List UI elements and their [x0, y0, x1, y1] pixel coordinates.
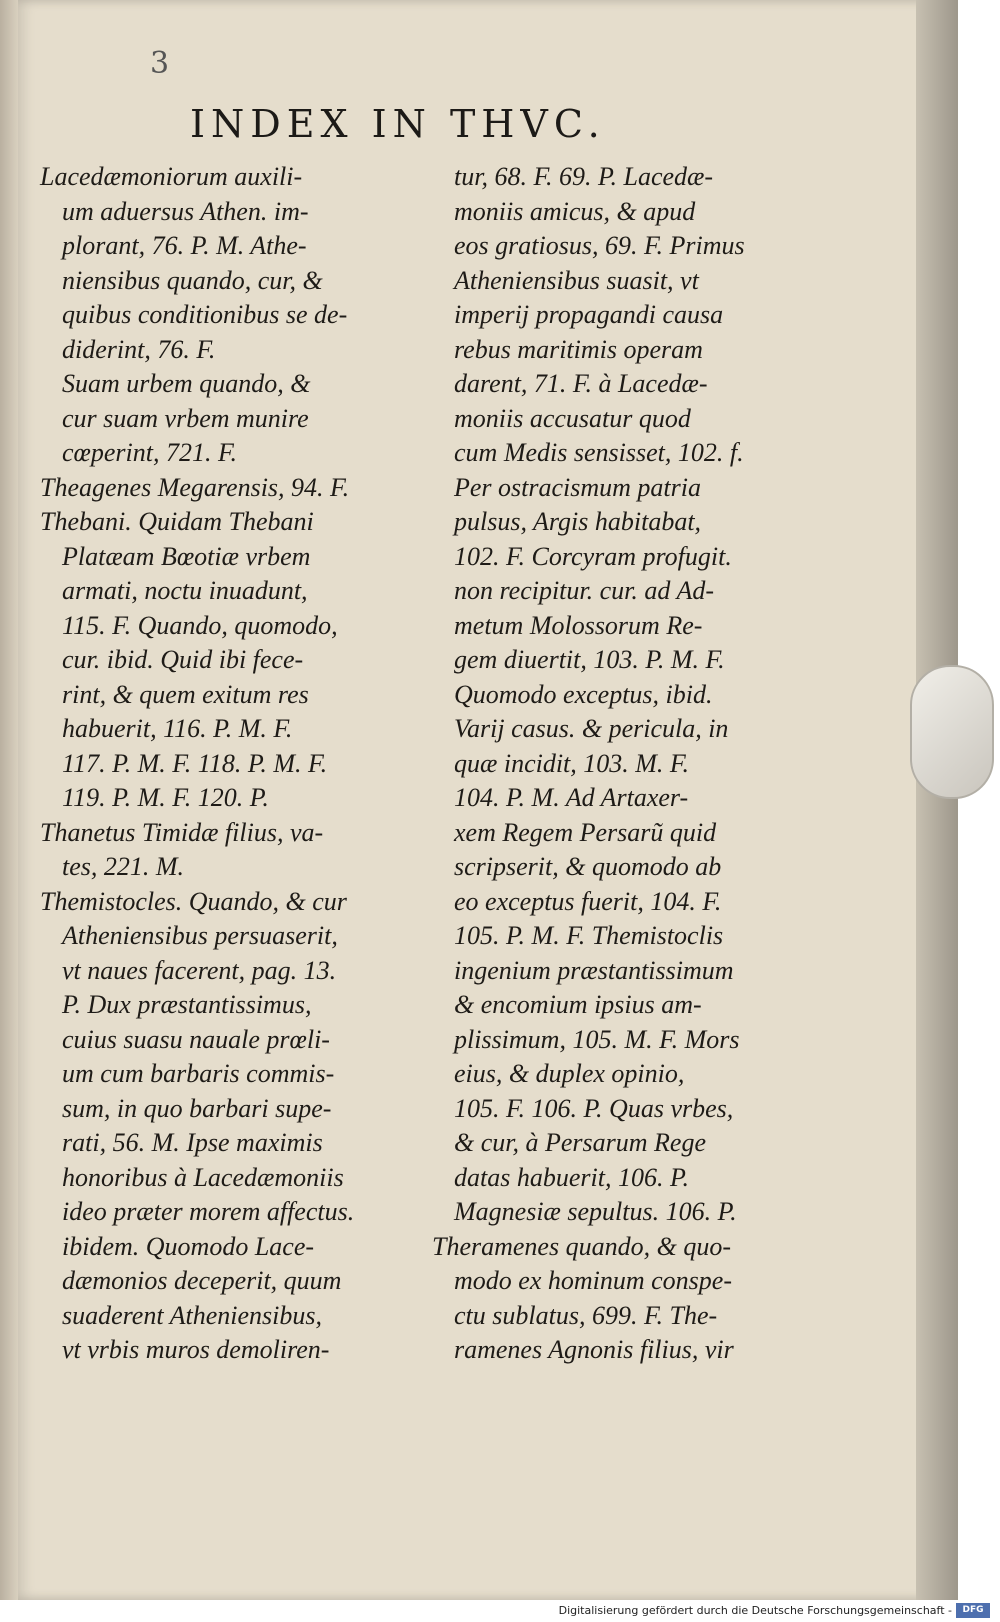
index-line: diderint, 76. F.: [62, 334, 216, 364]
index-line: plorant, 76. P. M. Athe-: [62, 231, 307, 260]
pencil-mark: 3: [150, 46, 170, 81]
index-line: Platæam Bœotiæ vrbem: [62, 541, 311, 571]
index-line: suaderent Atheniensibus,: [62, 1300, 322, 1330]
index-line: 115. F. Quando, quomodo,: [62, 610, 338, 640]
index-line: scripserit, & quomodo ab: [454, 852, 722, 881]
index-line: pulsus, Argis habitabat,: [454, 507, 702, 536]
index-line: dæmonios deceperit, quum: [62, 1266, 342, 1295]
index-line: Varij casus. & pericula, in: [454, 714, 729, 743]
index-line: 102. F. Corcyram profugit.: [454, 541, 732, 571]
index-line: Atheniensibus suasit, vt: [454, 265, 699, 295]
index-line: quibus conditionibus se de-: [62, 300, 348, 329]
index-line: 119. P. M. F. 120. P.: [62, 783, 269, 812]
index-line: Lacedæmoniorum auxili-: [40, 162, 303, 191]
index-line: rebus maritimis operam: [454, 334, 703, 364]
index-line: sum, in quo barbari supe-: [62, 1093, 332, 1123]
index-line: Theagenes Megarensis, 94. F.: [40, 472, 350, 502]
index-line: imperij propagandi causa: [454, 300, 724, 329]
index-line: ideo præter morem affectus.: [62, 1197, 355, 1226]
index-line: Suam urbem quando, &: [62, 369, 311, 398]
index-line: niensibus quando, cur, &: [62, 265, 323, 295]
dfg-logo: DFG: [956, 1603, 990, 1618]
index-line: Thanetus Timidæ filius, va-: [40, 817, 324, 847]
index-line: quæ incidit, 103. M. F.: [454, 748, 689, 778]
index-line: datas habuerit, 106. P.: [454, 1162, 689, 1192]
left-column: [40, 160, 410, 1368]
index-line: cum Medis sensisset, 102. f.: [454, 438, 744, 467]
index-line: eius, & duplex opinio,: [454, 1059, 685, 1088]
index-line: gem diuertit, 103. P. M. F.: [454, 645, 725, 674]
index-line: 117. P. M. F. 118. P. M. F.: [62, 748, 328, 778]
index-line: cur. ibid. Quid ibi fece-: [62, 645, 304, 674]
index-line: rint, & quem exitum res: [62, 679, 309, 709]
index-line: um aduersus Athen. im-: [62, 196, 309, 226]
index-line: xem Regem Persarũ quid: [454, 817, 717, 847]
index-line: tur, 68. F. 69. P. Lacedæ-: [454, 162, 714, 191]
index-line: cur suam vrbem munire: [62, 403, 309, 433]
index-line: P. Dux præstantissimus,: [62, 990, 312, 1019]
index-line: Magnesiæ sepultus. 106. P.: [454, 1197, 737, 1226]
index-line: 105. P. M. F. Themistoclis: [454, 921, 724, 950]
index-line: rati, 56. M. Ipse maximis: [62, 1128, 323, 1157]
index-line: non recipitur. cur. ad Ad-: [454, 576, 714, 605]
index-tab-marker: [910, 665, 994, 799]
index-line: eo exceptus fuerit, 104. F.: [454, 886, 722, 916]
index-line: tes, 221. M.: [62, 852, 185, 881]
index-line: & cur, à Persarum Rege: [454, 1128, 707, 1157]
index-line: Thebani. Quidam Thebani: [40, 507, 314, 536]
right-column: [432, 160, 802, 1368]
index-line: ibidem. Quomodo Lace-: [62, 1231, 315, 1261]
index-line: 105. F. 106. P. Quas vrbes,: [454, 1093, 734, 1123]
index-line: 104. P. M. Ad Artaxer-: [454, 783, 689, 812]
index-line: vt vrbis muros demoliren-: [62, 1335, 330, 1364]
index-line: moniis amicus, & apud: [454, 196, 696, 226]
funding-credit: Digitalisierung gefördert durch die Deutsche Forschungsgemeinschaft -: [558, 1604, 952, 1617]
index-line: metum Molossorum Re-: [454, 610, 703, 640]
index-line: Atheniensibus persuaserit,: [62, 921, 338, 950]
running-head: INDEX IN THVC.: [190, 102, 606, 146]
index-line: moniis accusatur quod: [454, 403, 691, 433]
index-line: ramenes Agnonis filius, vir: [454, 1335, 734, 1364]
index-line: cœperint, 721. F.: [62, 438, 238, 467]
index-line: Quomodo exceptus, ibid.: [454, 679, 713, 709]
book-binding: [0, 0, 18, 1600]
index-line: um cum barbaris commis-: [62, 1059, 335, 1088]
index-line: Theramenes quando, & quo-: [432, 1231, 731, 1261]
index-line: habuerit, 116. P. M. F.: [62, 714, 293, 743]
index-line: Per ostracismum patria: [454, 472, 701, 502]
index-line: honoribus à Lacedæmoniis: [62, 1162, 344, 1192]
index-line: ingenium præstantissimum: [454, 955, 734, 985]
index-line: cuius suasu nauale prœli-: [62, 1024, 330, 1054]
index-line: modo ex hominum conspe-: [454, 1266, 732, 1295]
index-line: & encomium ipsius am-: [454, 990, 702, 1019]
page-edge: [916, 0, 958, 1600]
index-line: Themistocles. Quando, & cur: [40, 886, 347, 916]
index-line: ctu sublatus, 699. F. The-: [454, 1300, 718, 1330]
index-line: vt naues facerent, pag. 13.: [62, 955, 337, 985]
index-line: darent, 71. F. à Lacedæ-: [454, 369, 708, 398]
index-line: eos gratiosus, 69. F. Primus: [454, 231, 745, 260]
index-line: plissimum, 105. M. F. Mors: [454, 1024, 740, 1054]
index-line: armati, noctu inuadunt,: [62, 576, 308, 605]
